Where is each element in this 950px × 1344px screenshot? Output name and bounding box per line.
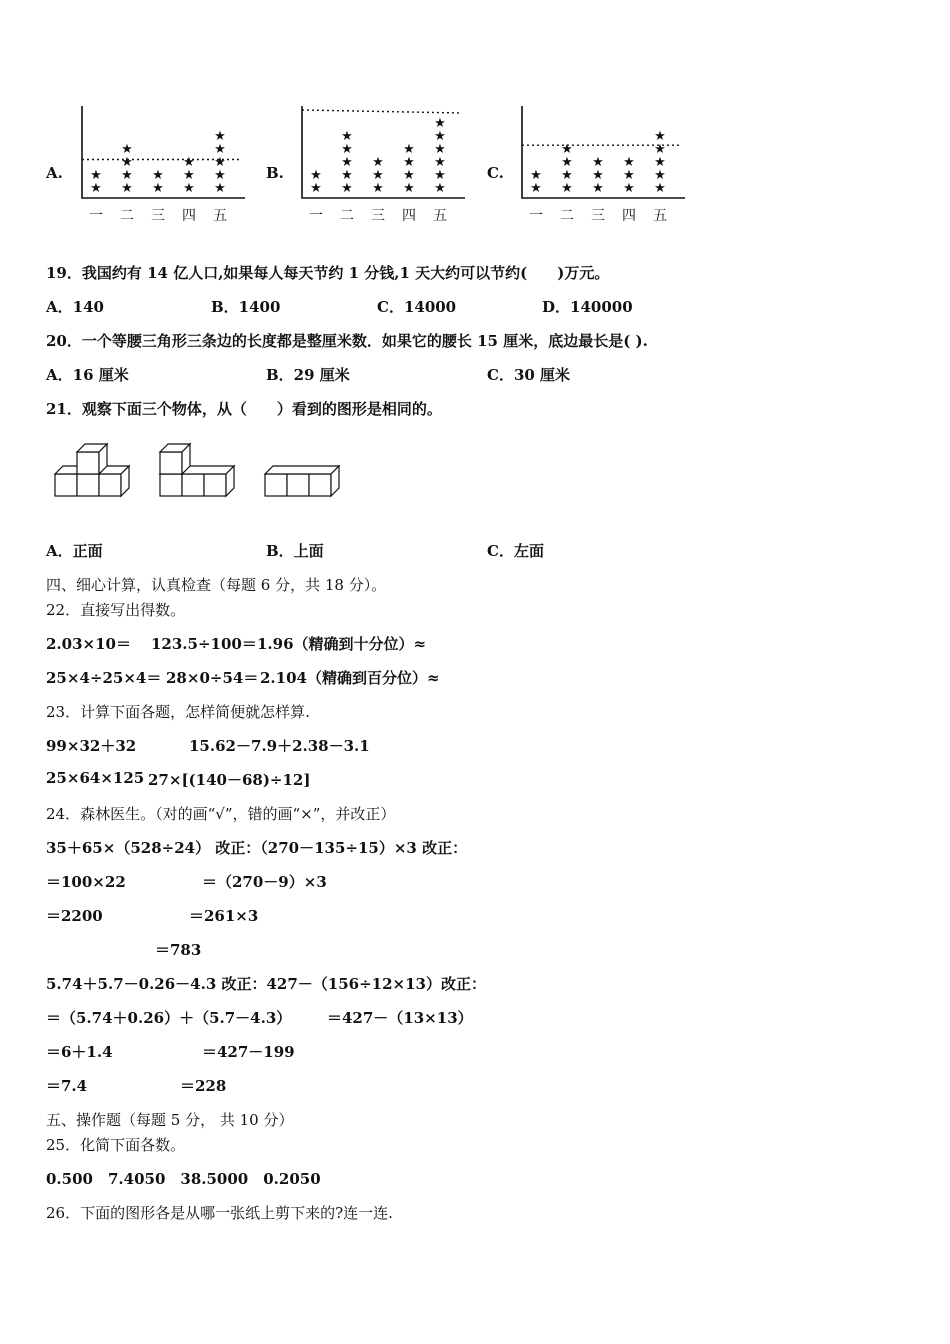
q24-line: ＝427－（13×13）	[327, 1009, 473, 1027]
star-mark: ★	[561, 181, 573, 196]
star-mark: ★	[214, 181, 226, 196]
star-mark: ★	[403, 155, 415, 170]
star-mark: ★	[592, 155, 604, 170]
cube-figure-1	[55, 444, 129, 496]
q24-line: ＝6＋1.4	[46, 1043, 113, 1061]
axis-tick-label: 四	[622, 208, 636, 224]
star-mark: ★	[592, 168, 604, 183]
question-20: 20．一个等腰三角形三条边的长度都是整厘米数．如果它的腰长 15 厘米，底边最长是( ).	[46, 332, 648, 350]
q19-option-b[interactable]: B．1400	[211, 298, 281, 316]
axis-tick-label: 二	[560, 208, 574, 224]
star-mark: ★	[372, 181, 384, 196]
question-25: 25．化简下面各数。	[46, 1136, 186, 1154]
star-mark: ★	[654, 168, 666, 183]
axis-tick-label: 一	[529, 208, 543, 224]
q25-values: 0.500 7.4050 38.5000 0.2050	[46, 1170, 321, 1188]
q24-line: ＝2200	[46, 907, 103, 925]
star-mark: ★	[530, 168, 542, 183]
axis-tick-label: 五	[653, 208, 667, 224]
pictograph-chart-a	[70, 100, 260, 230]
star-mark: ★	[214, 129, 226, 144]
star-mark: ★	[623, 155, 635, 170]
star-mark: ★	[434, 155, 446, 170]
star-mark: ★	[310, 168, 322, 183]
star-mark: ★	[623, 168, 635, 183]
star-mark: ★	[121, 155, 133, 170]
q20-option-b[interactable]: B．29 厘米	[266, 366, 350, 384]
q19-option-c[interactable]: C．14000	[377, 298, 457, 316]
star-mark: ★	[403, 181, 415, 196]
q23-item: 15.62－7.9＋2.38－3.1	[189, 737, 370, 755]
q22-item: 28×0÷54＝	[166, 669, 259, 687]
q24-line: 5.74＋5.7－0.26－4.3 改正：427－（156÷12×13）改正：	[46, 975, 486, 993]
star-mark: ★	[121, 142, 133, 157]
star-mark: ★	[183, 155, 195, 170]
star-mark: ★	[341, 142, 353, 157]
star-mark: ★	[90, 168, 102, 183]
q24-line: ＝427－199	[202, 1043, 295, 1061]
q24-line: ＝100×22	[46, 873, 126, 891]
star-mark: ★	[121, 168, 133, 183]
question-21: 21．观察下面三个物体，从（ ）看到的图形是相同的。	[46, 400, 442, 418]
star-mark: ★	[214, 142, 226, 157]
star-mark: ★	[341, 168, 353, 183]
q22-item: 2.03×10＝	[46, 635, 131, 653]
q23-item: 27×[(140－68)÷12]	[148, 771, 311, 789]
q24-line: ＝228	[180, 1077, 227, 1095]
star-mark: ★	[183, 168, 195, 183]
q19-option-a[interactable]: A．140	[46, 298, 104, 316]
axis-tick-label: 二	[120, 208, 134, 224]
q22-item: 1.96（精确到十分位）≈	[257, 635, 427, 653]
axis-tick-label: 三	[591, 208, 605, 224]
star-mark: ★	[592, 181, 604, 196]
q22-item: 123.5÷100＝	[151, 635, 257, 653]
star-mark: ★	[121, 181, 133, 196]
q21-option-b[interactable]: B．上面	[266, 542, 324, 560]
q24-line: ＝（5.74＋0.26）＋（5.7－4.3）	[46, 1009, 292, 1027]
q24-line: ＝（270－9）×3	[202, 873, 327, 891]
axis-tick-label: 四	[182, 208, 196, 224]
q24-line: ＝783	[155, 941, 202, 959]
question-19: 19．我国约有 14 亿人口,如果每人每天节约 1 分钱,1 天大约可以节约( )万元。	[46, 264, 610, 282]
star-mark: ★	[561, 155, 573, 170]
pictograph-chart-b	[290, 100, 480, 230]
question-23: 23．计算下面各题，怎样简便就怎样算.	[46, 703, 310, 721]
axis-tick-label: 五	[433, 208, 447, 224]
average-dotted-line	[302, 110, 462, 113]
q20-option-a[interactable]: A．16 厘米	[46, 366, 129, 384]
q22-item: 2.104（精确到百分位）≈	[260, 669, 440, 687]
axis-tick-label: 三	[371, 208, 385, 224]
q22-item: 25×4÷25×4＝	[46, 669, 162, 687]
q23-item: 99×32＋32	[46, 737, 137, 755]
star-mark: ★	[654, 142, 666, 157]
star-mark: ★	[152, 181, 164, 196]
cube-figure-3	[265, 466, 339, 496]
axis-tick-label: 三	[151, 208, 165, 224]
option-c-label[interactable]: C.	[487, 164, 504, 182]
star-mark: ★	[214, 168, 226, 183]
star-mark: ★	[561, 142, 573, 157]
star-mark: ★	[310, 181, 322, 196]
axis-tick-label: 四	[402, 208, 416, 224]
question-22: 22．直接写出得数。	[46, 601, 186, 619]
star-mark: ★	[434, 116, 446, 131]
q24-line: 35＋65×（528÷24） 改正：（270－135÷15）×3 改正：	[46, 839, 468, 857]
option-b-label[interactable]: B.	[266, 164, 284, 182]
star-mark: ★	[434, 181, 446, 196]
pictograph-chart-c	[510, 100, 700, 230]
star-mark: ★	[341, 129, 353, 144]
q24-line: ＝261×3	[189, 907, 259, 925]
q20-option-c[interactable]: C．30 厘米	[487, 366, 571, 384]
q21-option-a[interactable]: A．正面	[46, 542, 103, 560]
star-mark: ★	[530, 181, 542, 196]
q19-option-d[interactable]: D．140000	[542, 298, 633, 316]
question-26: 26．下面的图形各是从哪一张纸上剪下来的?连一连.	[46, 1204, 393, 1222]
star-mark: ★	[654, 129, 666, 144]
star-mark: ★	[372, 155, 384, 170]
section-5-heading: 五、操作题（每题 5 分， 共 10 分）	[46, 1111, 294, 1129]
star-mark: ★	[183, 181, 195, 196]
q23-item: 25×64×125	[46, 769, 145, 787]
star-mark: ★	[434, 129, 446, 144]
cube-figure-2	[160, 444, 234, 496]
star-mark: ★	[403, 142, 415, 157]
star-mark: ★	[623, 181, 635, 196]
star-mark: ★	[341, 181, 353, 196]
star-mark: ★	[561, 168, 573, 183]
star-mark: ★	[434, 168, 446, 183]
q24-line: ＝7.4	[46, 1077, 88, 1095]
section-4-heading: 四、细心计算，认真检查（每题 6 分，共 18 分）。	[46, 576, 387, 594]
axis-tick-label: 一	[89, 208, 103, 224]
star-mark: ★	[152, 168, 164, 183]
star-mark: ★	[434, 142, 446, 157]
star-mark: ★	[90, 181, 102, 196]
star-mark: ★	[654, 155, 666, 170]
q21-option-c[interactable]: C．左面	[487, 542, 544, 560]
option-a-label[interactable]: A.	[46, 164, 63, 182]
star-mark: ★	[341, 155, 353, 170]
question-24: 24．森林医生。（对的画“√”，错的画“×”，并改正）	[46, 805, 396, 823]
star-mark: ★	[403, 168, 415, 183]
cube-figures	[50, 440, 350, 505]
axis-tick-label: 二	[340, 208, 354, 224]
star-mark: ★	[214, 155, 226, 170]
star-mark: ★	[372, 168, 384, 183]
star-mark: ★	[654, 181, 666, 196]
axis-tick-label: 五	[213, 208, 227, 224]
axis-tick-label: 一	[309, 208, 323, 224]
